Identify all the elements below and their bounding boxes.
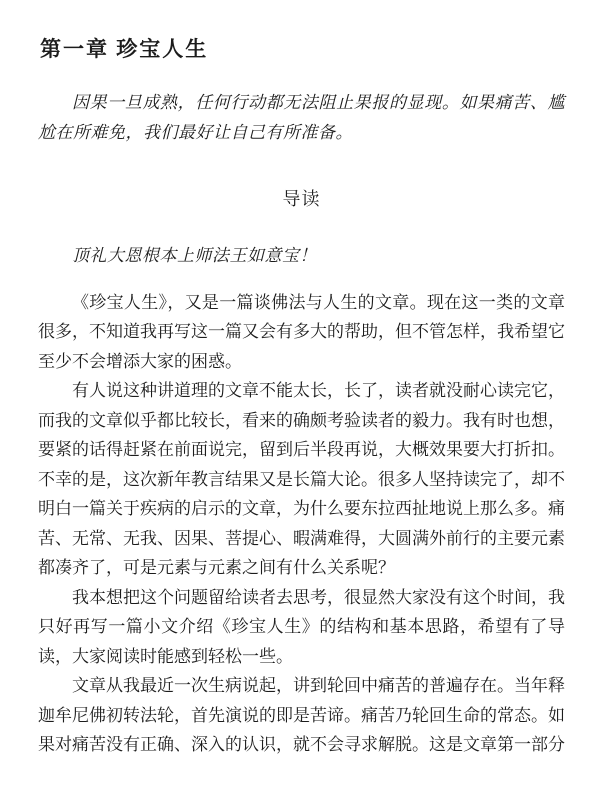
chapter-title: 第一章 珍宝人生 (40, 37, 209, 61)
salutation-line: 顶礼大恩根本上师法王如意宝！ (72, 246, 317, 265)
paragraph: 《珍宝人生》，又是一篇谈佛法与人生的文章。现在这一类的文章很多，不知道我再写这一篇又会有多大的帮助，但不管怎样，我希望它至少不会增添大家的困惑。 (38, 292, 565, 371)
epigraph-quote: 因果一旦成熟，任何行动都无法阻止果报的显现。如果痛苦、尴尬在所难免，我们最好让自己有所准备。 (38, 93, 565, 142)
paragraph: 文章从我最近一次生病说起，讲到轮回中痛苦的普遍存在。当年释迦牟尼佛初转法轮，首先演说的即是苦谛。痛苦乃轮回生命的常态。如果对痛苦没有正确、深入的认识，就不会寻求解脱。这是文章第一部分 (38, 676, 565, 754)
paragraph: 我本想把这个问题留给读者去思考，很显然大家没有这个时间，我只好再写一篇小文介绍《珍宝人生》的结构和基本思路，希望有了导读，大家阅读时能感到轻松一些。 (38, 587, 565, 666)
paragraph: 有人说这种讲道理的文章不能太长，长了，读者就没耐心读完它，而我的文章似乎都比较长，看来的确颇考验读者的毅力。我有时也想，要紧的话得赶紧在前面说完，留到后半段再说，大概效果要大打折扣。不幸的是，这次新年教言结果又是长篇大论。很多人坚持读完了，却不明白一篇关于疾病的启示的文章，为什么要东拉西扯地说上那么多。痛苦、无常、无我、因果、菩提心、暇满难得，大圆满外前行的主要元素都凑齐了，可是元素与元素之间有什么关系呢？ (38, 381, 565, 577)
body-text (38, 288, 565, 760)
section-heading: 导读 (282, 189, 321, 209)
